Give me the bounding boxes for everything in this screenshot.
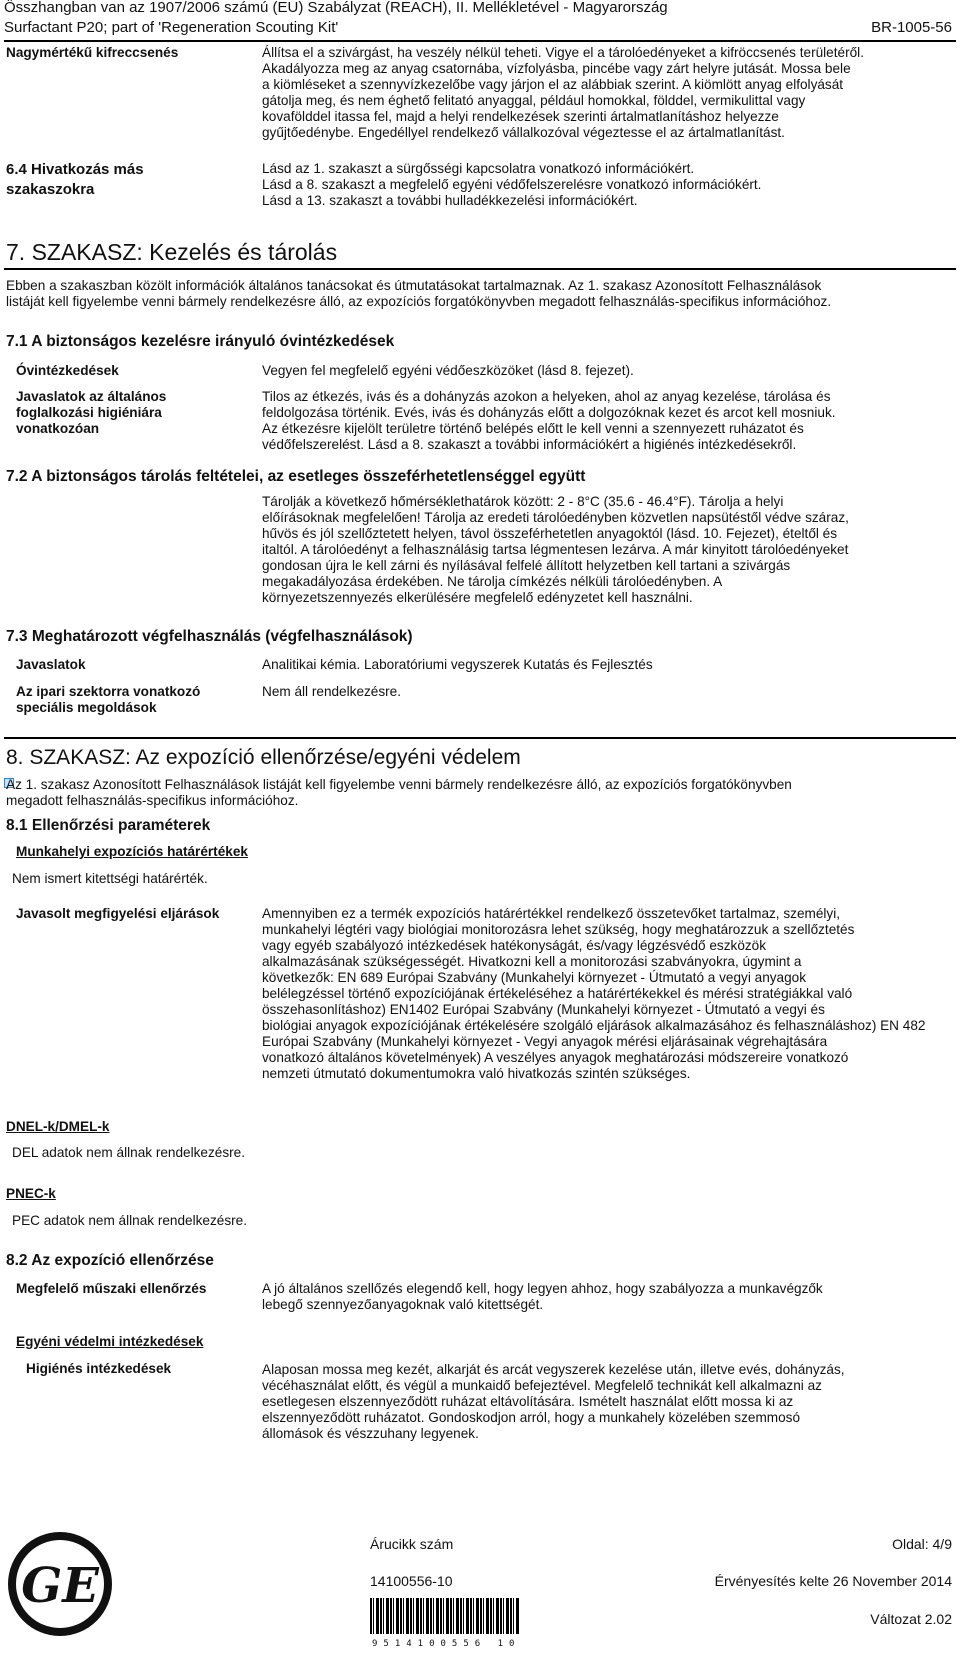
article-number: 14100556-10	[370, 1573, 453, 1589]
text-line: belélegzéssel történő expozíciójának értékeléséhez a határértékekkel és mérési stratégiákkal való	[262, 986, 853, 1001]
recommendations-label: Javaslatok	[16, 657, 86, 672]
text-line: Ebben a szakaszban közölt információk általános tanácsokat és útmutatásokat tartalmaznak. Az 1. szakasz Azonosított Felhasználások	[6, 278, 822, 293]
pnec-heading: PNEC-k	[6, 1186, 56, 1201]
text-line: következők: EN 689 Európai Szabvány (Munkahelyi környezet - Útmutató a vegyi anyagok	[262, 970, 807, 985]
text-line: Tilos az étkezés, ivás és a dohányzás azokon a helyeken, ahol az anyag kezelése, tárolása és	[262, 389, 831, 404]
text-line: környezetszennyezés elkerülésére megfelelő edényzetet kell használni.	[262, 590, 693, 605]
text-line: esetlegesen elszennyeződött ruházat eltávolítására. Ismételt használat előtt mossa ki az	[262, 1394, 794, 1409]
text-line: Akadályozza meg az anyag csatornába, vízfolyásba, pincébe vagy zárt helyre jutását. Mossa bele	[262, 61, 851, 76]
text-line: vagy egyéb szabályozó intézkedések hatékonyságát, és/vagy légzésvédő eszközök	[262, 938, 767, 953]
text-line: gondosan újra le kell zárni és nyílásával felfelé állított helyzetben kell tartani a szivárgás	[262, 558, 791, 573]
article-number-label: Árucikk szám	[370, 1536, 454, 1552]
section-6-4-label	[6, 160, 246, 200]
text-line: alkalmazásának szükségességét. Hivatkozni kell a monitorozási szabványokra, úgymint a	[262, 954, 802, 969]
monitoring-text	[262, 906, 952, 1082]
text-line: vécéhasználat előtt, és végül a munkaidő befejeztével. Megfelelő technikát kell alkalmazni az	[262, 1378, 822, 1393]
text-line: munkahelyi légtéri vagy biológiai monitorozásra lehet szükség, hogy meghatározzuk a szellőztetés	[262, 922, 855, 937]
text-line: kovafölddel itassa fel, majd a helyi rendelkezések szerinti ártalmatlanításhoz helyezze	[262, 109, 779, 124]
label-line: szakaszokra	[6, 181, 95, 198]
industrial-solutions-label	[16, 684, 256, 716]
text-line: Alaposan mossa meg kezét, alkarját és arcát vegyszerek kezelése után, illetve evés, dohányzás,	[262, 1362, 845, 1377]
spill-text	[262, 45, 952, 141]
header-rule	[4, 40, 956, 42]
oel-text: Nem ismert kitettségi határérték.	[12, 871, 208, 886]
text-line: italtól. A tárolóedényt a felhasználásig tartsa légmentesen lezárva. A már kinyitott tárolóedényeket	[262, 542, 849, 557]
barcode	[370, 1598, 520, 1634]
text-line: megadott felhasználás-specifikus információhoz.	[6, 793, 299, 808]
text-line: gátolja meg, és nem éghető felitató anyaggal, például homokkal, földdel, vermikulittal vagy	[262, 93, 806, 108]
text-line: Amennyiben ez a termék expozíciós határértékkel rendelkező összetevőket tartalmaz, személyi,	[262, 906, 840, 921]
ppe-heading: Egyéni védelmi intézkedések	[16, 1334, 204, 1349]
text-line: biológiai anyagok expozíciójának értékelésére szolgáló eljárások alkalmazásához és felhasználáshoz) EN 482	[262, 1018, 926, 1033]
section-7-1-title: 7.1 A biztonságos kezelésre irányuló óvintézkedések	[6, 333, 395, 350]
precautions-label: Óvintézkedések	[16, 363, 119, 378]
pnec-text: PEC adatok nem állnak rendelkezésre.	[12, 1213, 247, 1228]
text-line: Állítsa el a szivárgást, ha veszély nélkül teheti. Vigye el a tárolóedényeket a kifröccsenés területéről.	[262, 45, 864, 60]
text-line: lebegő szennyezőanyagoknak való kitettségét.	[262, 1297, 544, 1312]
dnel-text: DEL adatok nem állnak rendelkezésre.	[12, 1145, 245, 1160]
industrial-solutions-text: Nem áll rendelkezésre.	[262, 684, 402, 699]
text-line: Lásd a 13. szakaszt a további hulladékkezelési információkért.	[262, 193, 638, 208]
text-line: előírásoknak megfelelően! Tárolja az eredeti tárolóedényben közvetlen napsütéstől védve száraz,	[262, 510, 849, 525]
section-7-end-rule	[4, 737, 956, 739]
label-line: foglalkozási higiéniára	[16, 405, 162, 420]
product-name: Surfactant P20; part of 'Regeneration Scouting Kit'	[4, 19, 339, 36]
engineering-controls-label: Megfelelő műszaki ellenőrzés	[16, 1281, 207, 1296]
document-title: Összhangban van az 1907/2006 számú (EU) Szabályzat (REACH), II. Mellékletével - Magyarország	[4, 0, 668, 16]
text-line: feldolgozása történik. Evés, ivás és dohányzás előtt a dolgozóknak kezet és arcot kell mosniuk.	[262, 405, 836, 420]
text-line: megakadályozása érdekében. Ne tárolja címkézés nélküli tárolóedényben. A	[262, 574, 723, 589]
storage-text	[262, 494, 952, 606]
text-line: hűvös és jól szellőztetett helyen, távol összeférhetetlen anyagoktól (lásd. 10. Fejezet), ételtől és	[262, 526, 838, 541]
section-7-title: 7. SZAKASZ: Kezelés és tárolás	[6, 239, 338, 265]
text-line: Európai Szabvány (Munkahelyi környezet - Vegyi anyagok mérési eljárásainak végrehajtására	[262, 1034, 828, 1049]
ge-logo	[6, 1530, 114, 1638]
hygiene-measures-text	[262, 1362, 952, 1442]
label-line: speciális megoldások	[16, 700, 157, 715]
validity-date: Érvényesítés kelte 26 November 2014	[714, 1573, 952, 1589]
text-line: Az étkezésre kijelölt területre történő belépés előtt le kell venni a szennyezett ruházatot és	[262, 421, 804, 436]
text-line: gyűjtőedénybe. Engedéllyel rendelkező vállalkozóval végeztesse el az ártalmatlanítást.	[262, 125, 785, 140]
text-line: Lásd az 1. szakaszt a sürgősségi kapcsolatra vonatkozó információkért.	[262, 161, 695, 176]
section-8-title: 8. SZAKASZ: Az expozíció ellenőrzése/egyéni védelem	[6, 746, 521, 769]
hygiene-advice-label	[16, 389, 256, 437]
section-7-intro	[6, 278, 956, 310]
text-line: A jó általános szellőzés elegendő kell, hogy legyen ahhoz, hogy szabályozza a munkavégzők	[262, 1281, 823, 1296]
product-code: BR-1005-56	[871, 19, 952, 36]
label-line: 6.4 Hivatkozás más	[6, 161, 144, 178]
section-7-3-title: 7.3 Meghatározott végfelhasználás (végfelhasználások)	[6, 628, 413, 645]
label-line: Javaslatok az általános	[16, 389, 167, 404]
section-8-intro	[6, 777, 956, 809]
label-line: vonatkozóan	[16, 421, 100, 436]
dnel-heading: DNEL-k/DMEL-k	[6, 1119, 110, 1134]
text-line: nemzeti útmutató dokumentumokra való hivatkozás szintén szükséges.	[262, 1066, 691, 1081]
text-line: vonatkozó általános követelmények) A veszélyes anyagok meghatározási módszereire vonatkozó	[262, 1050, 849, 1065]
section-8-2-title: 8.2 Az expozíció ellenőrzése	[6, 1252, 214, 1269]
version: Változat 2.02	[870, 1611, 952, 1627]
recommendations-text: Analitikai kémia. Laboratóriumi vegyszerek Kutatás és Fejlesztés	[262, 657, 653, 672]
monitoring-label: Javasolt megfigyelési eljárások	[16, 906, 220, 921]
precautions-text: Vegyen fel megfelelő egyéni védőeszközöket (lásd 8. fejezet).	[262, 363, 634, 378]
oel-heading: Munkahelyi expozíciós határértékek	[16, 844, 248, 859]
text-line: elszennyeződött ruházatot. Gondoskodjon arról, hogy a munkahely közelében szemmosó	[262, 1410, 801, 1425]
text-line: listáját kell figyelembe venni bármely rendelkezésre álló, az expozíciós forgatókönyvben megadott felhasználás-specifikus információhoz.	[6, 294, 832, 309]
section-7-rule	[4, 268, 956, 270]
text-line: Az 1. szakasz Azonosított Felhasználások listáját kell figyelembe venni bármely rendelkezésre álló, az expozíciós forgatókönyvben	[6, 777, 792, 792]
section-8-1-title: 8.1 Ellenőrzési paraméterek	[6, 817, 211, 834]
hygiene-advice-text	[262, 389, 952, 453]
text-line: állomások és vészzuhany legyenek.	[262, 1426, 479, 1441]
barcode-digits: 9514100556 10	[372, 1639, 521, 1649]
svg-text:GE: GE	[21, 1558, 99, 1614]
text-line: védőfelszerelést. Lásd a 8. szakaszt a további információkért a higiénés intézkedésekről.	[262, 437, 797, 452]
text-line: a kiömléseket a szennyvízkezelőbe vagy járjon el az alábbiak szerint. A kiömlött anyag elfolyását	[262, 77, 844, 92]
section-7-2-title: 7.2 A biztonságos tárolás feltételei, az esetleges összeférhetetlenséggel együtt	[6, 468, 586, 485]
hygiene-measures-label: Higiénés intézkedések	[26, 1361, 172, 1376]
spill-label: Nagymértékű kifreccsenés	[6, 45, 179, 60]
engineering-controls-text	[262, 1281, 952, 1313]
section-6-4-text	[262, 161, 952, 209]
page-number: Oldal: 4/9	[892, 1536, 952, 1552]
text-line: Lásd a 8. szakaszt a megfelelő egyéni védőfelszerelésre vonatkozó információkért.	[262, 177, 762, 192]
text-line: összehasonlításhoz) EN1402 Európai Szabvány (Munkahelyi környezet - Útmutató a vegyi és	[262, 1002, 825, 1017]
label-line: Az ipari szektorra vonatkozó	[16, 684, 201, 699]
text-line: Tárolják a következő hőmérséklethatárok között: 2 - 8°C (35.6 - 46.4°F). Tárolja a helyi	[262, 494, 784, 509]
